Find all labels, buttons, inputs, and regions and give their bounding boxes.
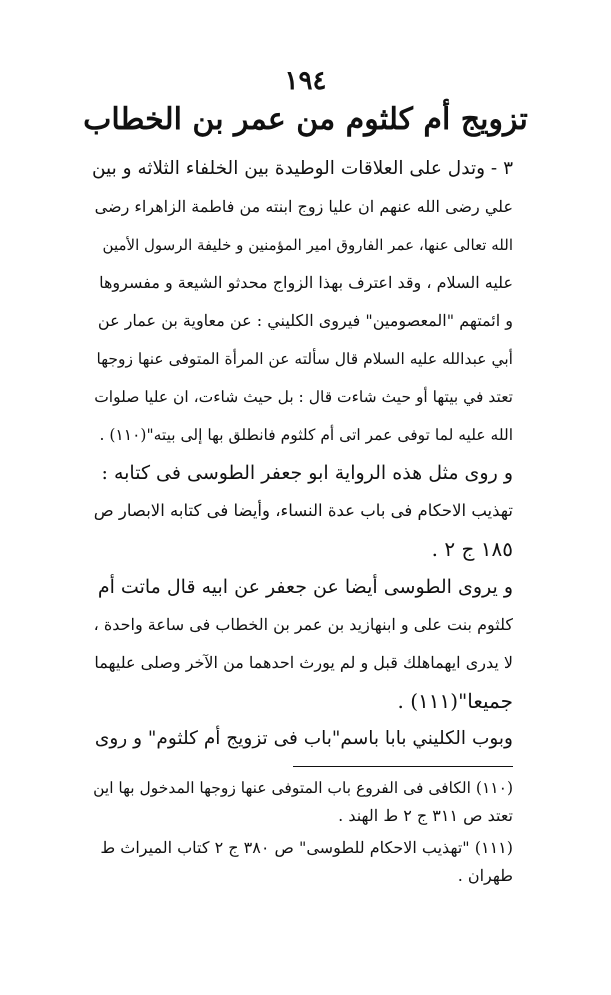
page-number: ١٩٤ — [284, 66, 327, 96]
paragraph-1-line: الله تعالى عنها، عمر الفاروق امير المؤمنين و خليفة الرسول الأمين — [102, 236, 513, 254]
paragraph-2-line: و روى مثل هذه الرواية ابو جعفر الطوسى فى كتابه : — [101, 462, 513, 484]
footnote-111-line: طهران . — [457, 866, 513, 885]
paragraph-2-line: تهذيب الاحكام فى باب عدة النساء، وأيضا فى كتابه الابصار ص — [93, 501, 513, 520]
paragraph-1-line: تعتد في بيتها أو حيث شاءت قال : بل حيث شاءت، ان عليا صلوات — [94, 388, 513, 406]
paragraph-1-line: ٣ - وتدل على العلاقات الوطيدة بين الخلفاء الثلاثه و بين — [91, 158, 513, 179]
paragraph-2-line: ١٨٥ ج ٢ . — [431, 537, 513, 561]
paragraph-3-line: جميعا"(١١١) . — [397, 689, 513, 713]
paragraph-1-line: الله عليه لما توفى عمر اتى أم كلثوم فانطلق بها إلى بيته"(١١٠) . — [99, 426, 513, 444]
paragraph-1-line: أبي عبدالله عليه السلام قال سألته عن المرأة المتوفى عنها زوجها — [96, 350, 513, 368]
footnote-divider — [293, 766, 513, 767]
footnote-110-line: تعتد ص ٣١١ ج ٢ ط الهند . — [338, 806, 513, 825]
footnote-111-line: (١١١) "تهذيب الاحكام للطوسى" ص ٣٨٠ ج ٢ كتاب الميراث ط — [100, 838, 513, 857]
paragraph-3-line: كلثوم بنت على و ابنهازيد بن عمر بن الخطاب فى ساعة واحدة ، — [93, 615, 513, 634]
paragraph-1-line: عليه السلام ، وقد اعترف بهذا الزواج محدثو الشيعة و مفسروها — [99, 273, 513, 292]
paragraph-3-line: لا يدرى ايهماهلك قبل و لم يورث احدهما من الآخر وصلى عليهما — [94, 653, 513, 672]
paragraph-3-line: و يروى الطوسى أيضا عن جعفر عن ابيه قال ماتت أم — [97, 576, 513, 598]
paragraph-1-line: علي رضى الله عنهم ان عليا زوج ابنته من فاطمة الزاهراء رضى — [94, 197, 513, 216]
paragraph-1-line: و ائمتهم "المعصومين" فيروى الكليني : عن معاوية بن عمار عن — [97, 311, 513, 330]
footnote-110-line: (١١٠) الكافى فى الفروع باب المتوفى عنها زوجها المدخول بها اين — [93, 779, 513, 797]
paragraph-4-line: وبوب الكليني بابا باسم"باب فى تزويج أم كلثوم" و روى — [94, 728, 513, 749]
page-title: تزويج أم كلثوم من عمر بن الخطاب — [83, 102, 528, 137]
